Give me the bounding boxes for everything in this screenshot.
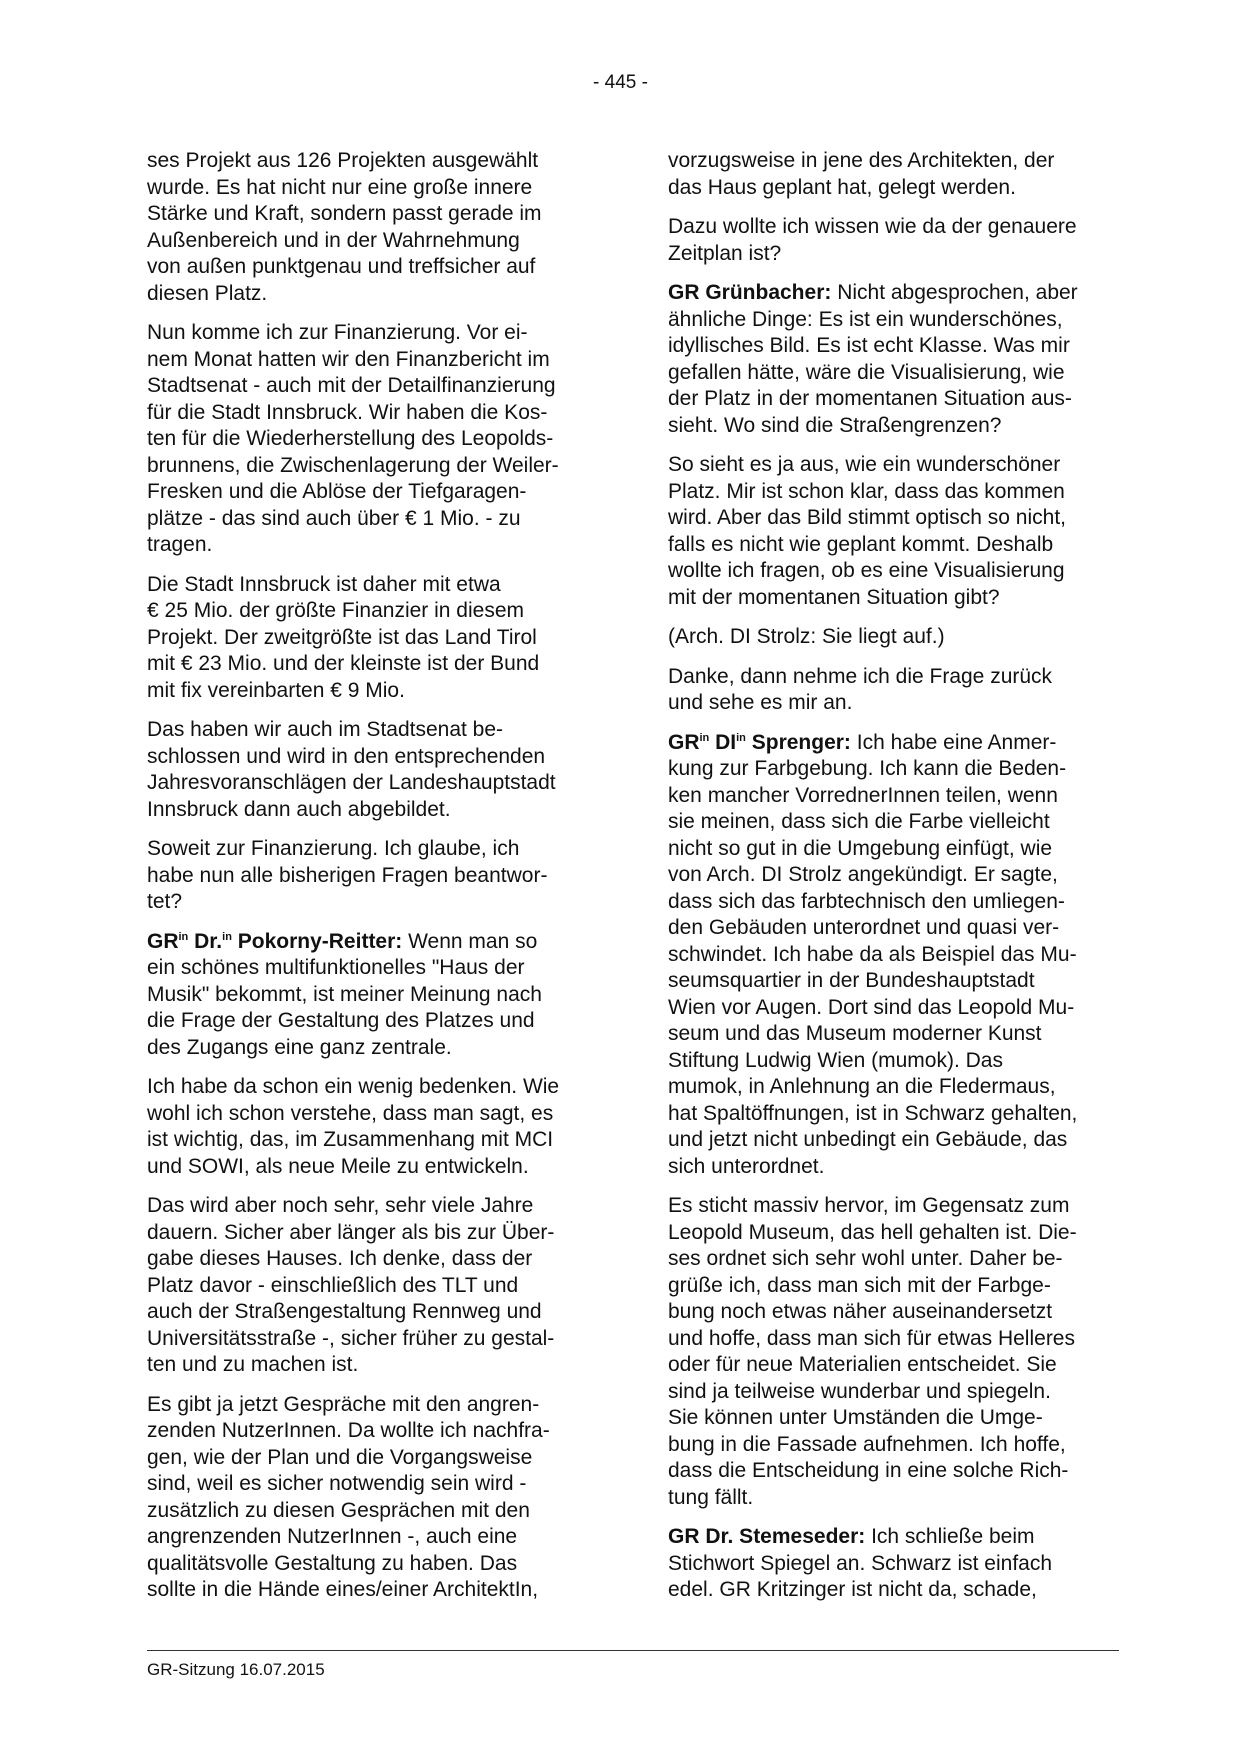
paragraph: ses Projekt aus 126 Projekten ausgewählt wurde. Es hat nicht nur eine große innere Stärke und Kraft, sondern passt gerade im Außenbereich und in der Wahrnehmung von außen punktgenau und treffsicher auf diesen Platz.: [147, 149, 542, 305]
paragraph: Es gibt ja jetzt Gespräche mit den angren- zenden NutzerInnen. Da wollte ich nachfra- gen, wie der Plan und die Vorgangsweise sind, weil es sicher notwendig sein wird - zusätzlich zu diesen Gesprächen mit den angrenzenden NutzerInnen -, auch eine qualitätsvolle Gestaltung zu haben. Das sollte in die Hände eines/einer ArchitektIn,: [147, 1392, 550, 1601]
right-column: [668, 148, 1118, 1617]
speaker-name: GR Grünbacher:: [668, 281, 832, 304]
interjection: (Arch. DI Strolz: Sie liegt auf.): [668, 625, 945, 648]
paragraph: Das haben wir auch im Stadtsenat be- schlossen und wird in den entsprechenden Jahresvoranschlägen der Landeshauptstadt Innsbruck dann auch abgebildet.: [147, 718, 556, 821]
paragraph: So sieht es ja aus, wie ein wunderschöner Platz. Mir ist schon klar, dass das kommen wird. Aber das Bild stimmt optisch so nicht, falls es nicht wie geplant kommt. Deshalb wollte ich fragen, ob es eine Visualisierung mit der momentanen Situation gibt?: [668, 453, 1066, 609]
page-number: - 445 -: [593, 72, 648, 93]
speech-text: Ich habe eine Anmer- kung zur Farbgebung. Ich kann die Beden- ken mancher VorrednerInnen teilen, wenn sie meinen, dass sich die Farbe vielleicht nicht so gut in die Umgebung einfügt, wie von Arch. DI Strolz angekündigt. Er sagte, dass sich das farbtechnisch den umliegen- den Gebäuden unterordnet und quasi ver- schwindet. Ich habe da als Beispiel das Mu- seumsquartier in der Bundeshauptstadt Wien vor Augen. Dort sind das Leopold Mu- seum und das Museum moderner Kunst Stiftung Ludwig Wien (mumok). Das mumok, in Anlehnung an die Fledermaus, hat Spaltöffnungen, ist in Schwarz gehalten, und jetzt nicht unbedingt ein Gebäude, das sich unterordnet.: [668, 730, 1078, 1178]
footer-text: GR-Sitzung 16.07.2015: [147, 1660, 325, 1679]
speech-text: Nicht abgesprochen, aber ähnliche Dinge: Es ist ein wunderschönes, idyllisches Bild. Es ist echt Klasse. Was mir gefallen hätte, wäre die Visualisierung, wie der Platz in der momentanen Situation aus- sieht. Wo sind die Straßengrenzen?: [668, 281, 1078, 437]
paragraph: Ich habe da schon ein wenig bedenken. Wie wohl ich schon verstehe, dass man sagt, es ist wichtig, das, im Zusammenhang mit MCI und SOWI, als neue Meile zu entwickeln.: [147, 1075, 560, 1178]
paragraph: vorzugsweise in jene des Architekten, der das Haus geplant hat, gelegt werden.: [668, 149, 1055, 199]
speaker-name: $GR^{in}$ $DI^{in}$ Sprenger:: [668, 730, 851, 754]
paragraph: Dazu wollte ich wissen wie da der genauere Zeitplan ist?: [668, 215, 1077, 265]
speaker-name: GR Dr. Stemeseder:: [668, 1525, 866, 1548]
paragraph: Soweit zur Finanzierung. Ich glaube, ich habe nun alle bisherigen Fragen beantwor- tet?: [147, 837, 548, 913]
speech-paragraph: [147, 929, 597, 1062]
footer-divider: [147, 1650, 1119, 1651]
paragraph: Die Stadt Innsbruck ist daher mit etwa € 25 Mio. der größte Finanzier in diesem Projekt. Der zweitgrößte ist das Land Tirol mit € 23 Mio. und der kleinste ist der Bund mit fix vereinbarten € 9 Mio.: [147, 572, 540, 702]
speech-paragraph: [668, 280, 1118, 439]
paragraph: Es sticht massiv hervor, im Gegensatz zum Leopold Museum, das hell gehalten ist. Die- ses ordnet sich sehr wohl unter. Daher be- grüße ich, dass man sich mit der Farbge- bung noch etwas näher auseinandersetzt und hoffe, dass man sich für etwas Helleres oder für neue Materialien entscheidet. Sie sind ja teilweise wunderbar und spiegeln. Sie können unter Umständen die Umge- bung in die Fassade aufnehmen. Ich hoffe, dass die Entscheidung in eine solche Rich- tung fällt.: [668, 1194, 1077, 1509]
paragraph: Danke, dann nehme ich die Frage zurück und sehe es mir an.: [668, 664, 1053, 714]
speech-text: Ich schließe beim Stichwort Spiegel an. Schwarz ist einfach edel. GR Kritzinger ist nicht da, schade,: [668, 1525, 1053, 1601]
paragraph: Das wird aber noch sehr, sehr viele Jahre dauern. Sicher aber länger als bis zur Über- gabe dieses Hauses. Ich denke, dass der Platz davor - einschließlich des TLT und auch der Straßengestaltung Rennweg und Universitätsstraße -, sicher früher zu gestal- ten und zu machen ist.: [147, 1194, 555, 1376]
speech-text: Wenn man so ein schönes multifunktionelles "Haus der Musik" bekommt, ist meiner Meinung nach die Frage der Gestaltung des Platzes und des Zugangs eine ganz zentrale.: [147, 929, 542, 1059]
paragraph: Nun komme ich zur Finanzierung. Vor ei- nem Monat hatten wir den Finanzbericht im Stadtsenat - auch mit der Detailfinanzierung für die Stadt Innsbruck. Wir haben die Kos- ten für die Wiederherstellung des Leopolds- brunnens, die Zwischenlagerung der Weiler- Fresken und die Ablöse der Tiefgaragen- plätze - das sind auch über € 1 Mio. - zu tragen.: [147, 321, 559, 556]
speech-paragraph: [668, 1524, 1118, 1604]
speaker-name: $GR^{in}$ Dr.$^{in}$ Pokorny-Reitter:: [147, 929, 403, 953]
left-column: [147, 148, 597, 1617]
speech-paragraph: [668, 730, 1118, 1181]
